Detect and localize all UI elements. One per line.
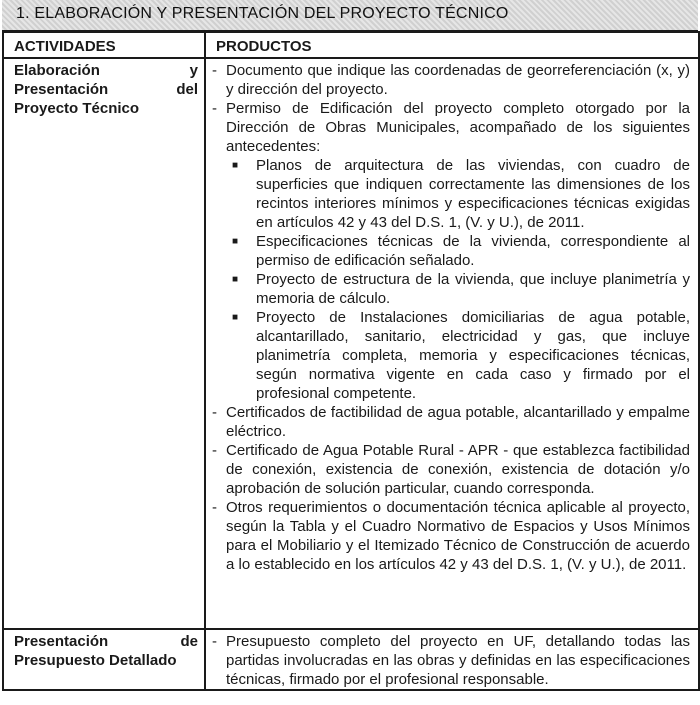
activity-word: y bbox=[189, 62, 198, 79]
activity-line-text: Presupuesto Detallado bbox=[14, 652, 177, 669]
dash-marker: - bbox=[212, 633, 217, 650]
dash-marker: - bbox=[212, 100, 217, 117]
activity-line bbox=[14, 99, 198, 118]
table-header-row bbox=[3, 32, 699, 58]
activity-line bbox=[14, 632, 198, 651]
header-products: PRODUCTOS bbox=[205, 32, 699, 58]
activity-line bbox=[14, 651, 198, 670]
section-banner bbox=[2, 0, 698, 32]
activity-cell bbox=[3, 58, 205, 629]
table-row bbox=[3, 629, 699, 690]
list-item: - Otros requerimientos o documentación técnica aplicable al proyecto, según la Tabla y el Cuadro Normativo de Espacios y Usos Mínimos para el Mobiliario y el Itemizado Técnico de Construcción de acuerdo a lo establecido en los artículos 42 y 43 del D.S. 1, (V. y U.), de 2011. bbox=[212, 499, 690, 573]
section-title: 1. ELABORACIÓN Y PRESENTACIÓN DEL PROYECTO TÉCNICO bbox=[16, 5, 509, 22]
sub-list-item: ■ Especificaciones técnicas de la vivienda, correspondiente al permiso de edificación señalado. bbox=[232, 233, 690, 269]
activity-word: Presentación bbox=[14, 81, 109, 98]
table-row bbox=[3, 58, 699, 629]
list-item: - Certificado de Agua Potable Rural - APR - que establezca factibilidad de conexión, existencia de conexión, existencia de dotación y/o aprobación de solución particular, cuando corresponda. bbox=[212, 442, 690, 497]
sub-list-item: ■ Planos de arquitectura de las viviendas, con cuadro de superficies que indiquen correctamente las dimensiones de los recintos interiores mínimos y especificaciones técnicas exigidas en artículos 42 y 43 del D.S. 1, (V. y U.), de 2011. bbox=[232, 157, 690, 231]
square-bullet-icon: ■ bbox=[232, 236, 239, 247]
activity-word: de bbox=[180, 633, 198, 650]
products-cell bbox=[205, 58, 699, 629]
list-item: - Permiso de Edificación del proyecto completo otorgado por la Dirección de Obras Municipales, acompañado de los siguientes antecedentes: bbox=[212, 100, 690, 155]
list-item: - Presupuesto completo del proyecto en UF, detallando todas las partidas involucradas en las obras y definidas en las especificaciones técnicas, firmado por el profesional responsable. bbox=[212, 633, 690, 688]
activity-line-text: Proyecto Técnico bbox=[14, 100, 140, 117]
square-bullet-icon: ■ bbox=[232, 274, 239, 285]
dash-marker: - bbox=[212, 404, 217, 421]
activity-word: Elaboración bbox=[14, 62, 100, 79]
activity-cell bbox=[3, 629, 205, 690]
square-bullet-icon: ■ bbox=[232, 160, 239, 171]
list-item: - Documento que indique las coordenadas de georreferenciación (x, y) y dirección del proyecto. bbox=[212, 62, 690, 98]
dash-marker: - bbox=[212, 62, 217, 79]
products-cell bbox=[205, 629, 699, 690]
activities-products-table bbox=[2, 31, 700, 691]
sub-list-item: ■ Proyecto de estructura de la vivienda, que incluye planimetría y memoria de cálculo. bbox=[232, 271, 690, 307]
dash-marker: - bbox=[212, 442, 217, 459]
activity-line bbox=[14, 80, 198, 99]
activity-word: Presentación bbox=[14, 633, 109, 650]
sub-list-item: ■ Proyecto de Instalaciones domiciliarias de agua potable, alcantarillado, sanitario, electricidad y gas, que incluye planimetría completa, memoria y especificaciones técnicas, según normativa vigente en cada caso y firmado por el profesional competente. bbox=[232, 309, 690, 402]
dash-marker: - bbox=[212, 499, 217, 516]
activity-line bbox=[14, 61, 198, 80]
activity-word: del bbox=[176, 81, 198, 98]
list-item: - Certificados de factibilidad de agua potable, alcantarillado y empalme eléctrico. bbox=[212, 404, 690, 440]
header-activities: ACTIVIDADES bbox=[3, 32, 205, 58]
square-bullet-icon: ■ bbox=[232, 312, 239, 323]
